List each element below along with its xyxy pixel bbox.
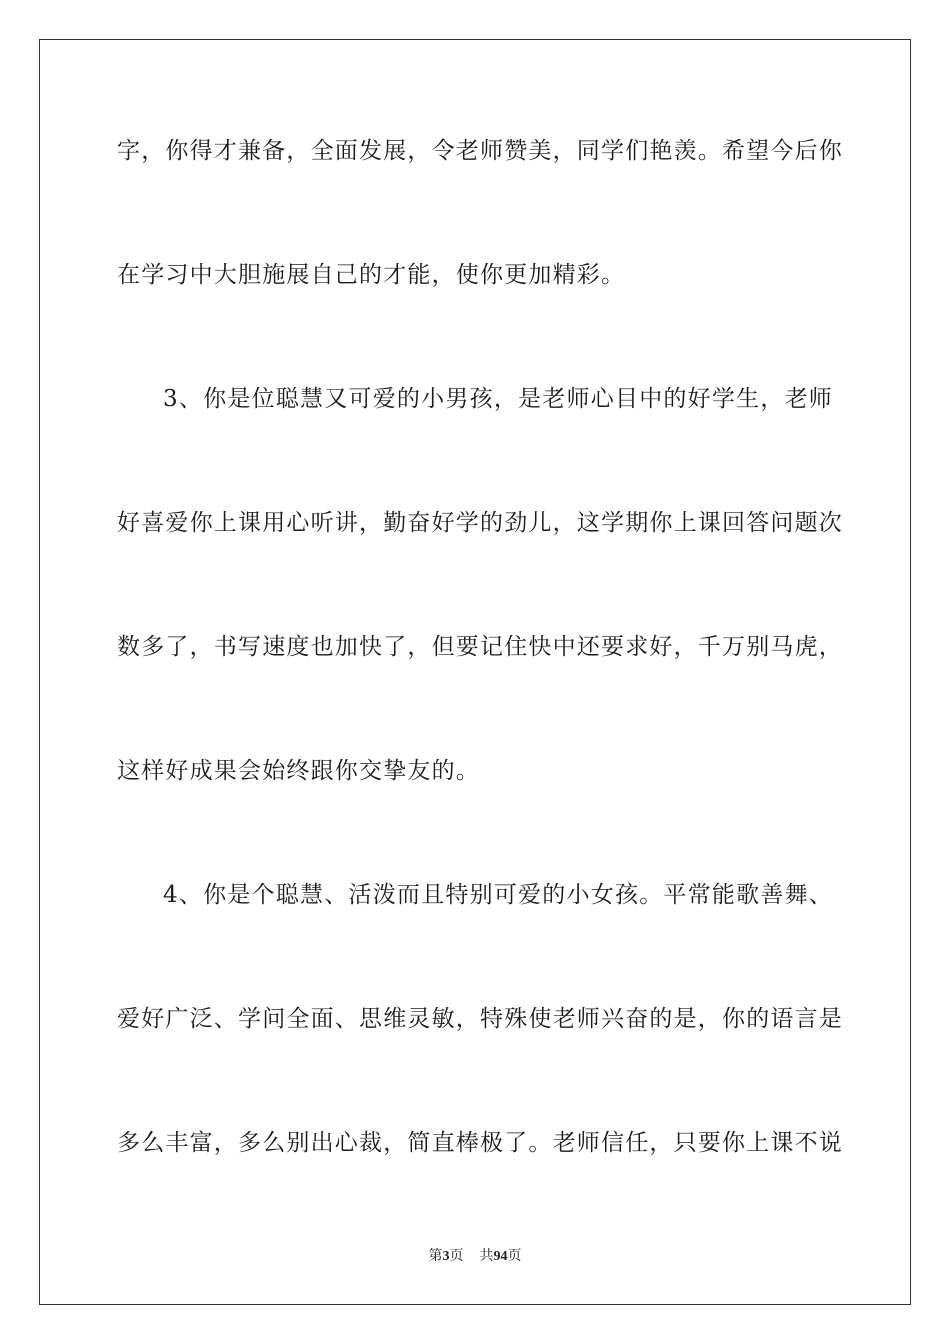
text-line-2: 在学习中大胆施展自己的才能，使你更加精彩。: [117, 262, 626, 288]
paragraph-3-line-2: 好喜爱你上课用心听讲，勤奋好学的劲儿，这学期你上课回答问题次: [117, 510, 843, 536]
page-prefix: 第: [428, 1249, 443, 1264]
paragraph-3-line-3: 数多了，书写速度也加快了，但要记住快中还要求好，千万别马虎，: [117, 634, 843, 660]
paragraph-4-line-1: 4、你是个聪慧、活泼而且特别可爱的小女孩。平常能歌善舞、: [163, 882, 833, 908]
text-line-1: 字，你得才兼备，全面发展，令老师赞美，同学们艳羡。希望今后你: [117, 138, 843, 164]
total-pages: 94: [493, 1249, 508, 1264]
paragraph-4-line-3: 多么丰富，多么别出心裁，简直棒极了。老师信任，只要你上课不说: [117, 1130, 843, 1156]
page-number: 3: [442, 1249, 450, 1264]
total-prefix: 共: [479, 1249, 494, 1264]
paragraph-4-line-2: 爱好广泛、学问全面、思维灵敏，特殊使老师兴奋的是，你的语言是: [117, 1006, 843, 1032]
total-suffix: 页: [507, 1249, 522, 1264]
page-suffix: 页: [449, 1249, 464, 1264]
paragraph-3-line-1: 3、你是位聪慧又可爱的小男孩，是老师心目中的好学生，老师: [163, 386, 833, 412]
page-footer: [0, 1248, 950, 1266]
paragraph-3-line-4: 这样好成果会始终跟你交挚友的。: [117, 758, 480, 784]
page-frame: [39, 39, 911, 1305]
